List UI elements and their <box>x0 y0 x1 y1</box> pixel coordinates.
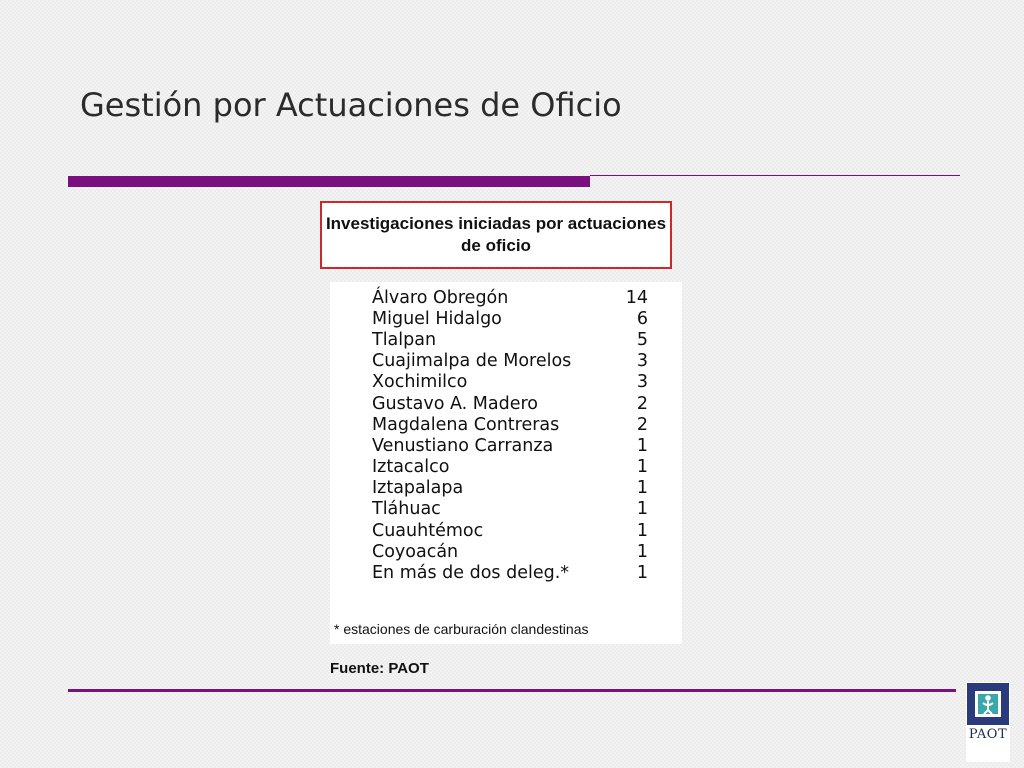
delegation-name: Xochimilco <box>372 372 468 393</box>
delegation-name: En más de dos deleg.* <box>372 563 570 584</box>
delegation-name: Iztapalapa <box>372 478 464 499</box>
table-row <box>372 393 648 414</box>
table-row <box>372 372 648 393</box>
table-row <box>372 520 648 541</box>
investigation-count: 2 <box>636 414 648 435</box>
investigation-count: 2 <box>636 393 648 414</box>
investigation-count: 3 <box>636 351 648 372</box>
delegation-table <box>372 287 648 584</box>
title-underline-thin <box>590 175 960 176</box>
table-row <box>372 541 648 562</box>
investigation-count: 1 <box>636 478 648 499</box>
title-underline-thick <box>68 176 590 187</box>
footnote: * estaciones de carburación clandestinas <box>334 621 589 637</box>
delegation-name: Magdalena Contreras <box>372 414 560 435</box>
table-row <box>372 562 648 583</box>
delegation-name: Miguel Hidalgo <box>372 308 502 329</box>
delegation-name: Cuauhtémoc <box>372 520 484 541</box>
delegation-name: Tlalpan <box>372 329 437 350</box>
delegation-name: Gustavo A. Madero <box>372 393 538 414</box>
table-row <box>372 499 648 520</box>
paot-logo-text: PAOT <box>968 727 1008 742</box>
paot-logo <box>966 682 1010 762</box>
table-heading-box <box>320 201 672 269</box>
table-row <box>372 435 648 456</box>
delegation-name: Álvaro Obregón <box>372 287 509 308</box>
investigation-count: 14 <box>625 287 648 308</box>
investigation-count: 1 <box>636 435 648 456</box>
investigation-count: 1 <box>636 520 648 541</box>
bottom-divider <box>68 689 956 692</box>
investigation-count: 1 <box>636 541 648 562</box>
delegation-name: Coyoacán <box>372 541 459 562</box>
delegation-name: Cuajimalpa de Morelos <box>372 351 572 372</box>
source-note: Fuente: PAOT <box>330 660 429 677</box>
delegation-name: Iztacalco <box>372 457 450 478</box>
table-row <box>372 329 648 350</box>
table-panel <box>330 282 682 644</box>
investigation-count: 5 <box>636 329 648 350</box>
slide-title: Gestión por Actuaciones de Oficio <box>80 86 622 124</box>
table-row <box>372 414 648 435</box>
delegation-name: Venustiano Carranza <box>372 435 554 456</box>
table-row <box>372 308 648 329</box>
table-heading: Investigaciones iniciadas por actuaciones de oficio <box>325 214 667 255</box>
investigation-count: 1 <box>636 563 648 584</box>
table-row <box>372 351 648 372</box>
investigation-count: 1 <box>636 457 648 478</box>
table-row <box>372 478 648 499</box>
investigation-count: 6 <box>636 308 648 329</box>
table-row <box>372 457 648 478</box>
investigation-count: 1 <box>636 499 648 520</box>
investigation-count: 3 <box>636 372 648 393</box>
table-row <box>372 287 648 308</box>
delegation-name: Tláhuac <box>372 499 441 520</box>
paot-logo-icon <box>967 683 1009 725</box>
